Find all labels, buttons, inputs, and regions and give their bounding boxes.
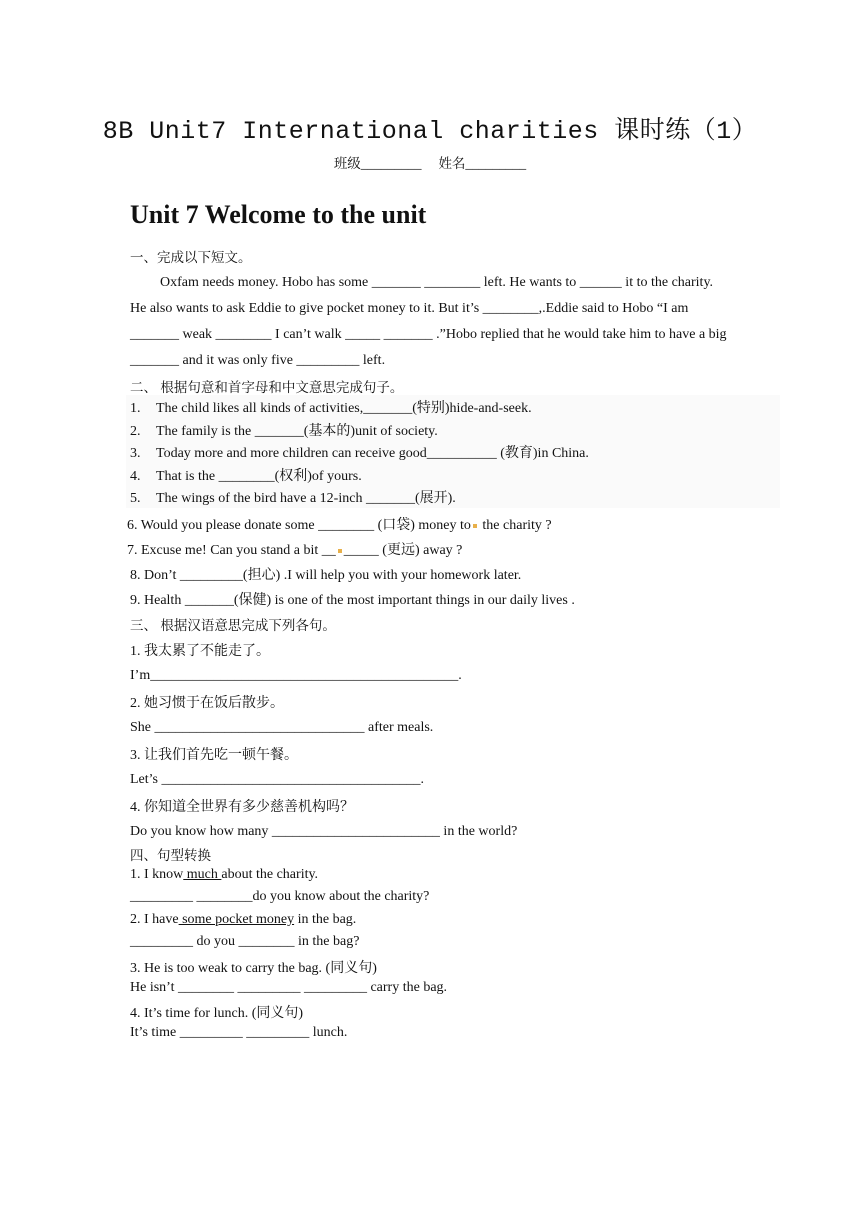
name-label: 姓名_________ bbox=[438, 156, 527, 171]
translation-cn: 4. 你知道全世界有多少慈善机构吗？ bbox=[130, 800, 354, 815]
list-item: 1. The child likes all kinds of activities,_______(特别)hide-and-seek. bbox=[130, 401, 532, 416]
section1-passage: Oxfam needs money. Hobo has some _______ ________ left. He wants to ______ it to the charity. He also wants to ask Eddie to give pocket money to it. But it’s ________,.Eddie said to Hobo “I am _______ weak ________ I can’t walk _____ _______ .”Hobo replied that he would take him to have a big _______ and it was only five _________ left. bbox=[130, 275, 727, 368]
transform-answer: _________ do you ________ in the bag? bbox=[130, 934, 360, 949]
transform-answer: It’s time _________ _________ lunch. bbox=[130, 1025, 348, 1040]
section3-title: 三、 根据汉语意思完成下列各句。 bbox=[130, 618, 336, 633]
transform-question: 2. I have some pocket money in the bag. bbox=[130, 912, 357, 927]
class-label: 班级_________ bbox=[333, 156, 422, 171]
translation-cn: 2. 她习惯于在饭后散步。 bbox=[130, 696, 284, 711]
translation-en: She ______________________________ after meals. bbox=[130, 720, 434, 735]
question-9: 9. Health _______(保健) is one of the most important things in our daily lives . bbox=[130, 593, 575, 608]
question-8: 8. Don’t _________(担心) .I will help you with your homework later. bbox=[130, 568, 522, 583]
list-item: 4. That is the ________(权利)of yours. bbox=[130, 468, 362, 484]
question-7: 7. Excuse me! Can you stand a bit __ _____ (更远) away ? bbox=[127, 543, 463, 558]
class-name-line bbox=[0, 152, 860, 172]
translation-cn: 3. 让我们首先吃一顿午餐。 bbox=[130, 748, 298, 763]
translation-en: Let’s _____________________________________. bbox=[130, 772, 424, 787]
marker-dot bbox=[473, 524, 477, 528]
section4-title: 四、句型转换 bbox=[130, 848, 211, 863]
marker-dot bbox=[338, 549, 342, 553]
transform-answer: _________ ________do you know about the charity? bbox=[130, 889, 430, 904]
list-item: 5. The wings of the bird have a 12-inch _______(展开). bbox=[130, 491, 456, 506]
list-item: 2. The family is the _______(基本的)unit of society. bbox=[130, 423, 438, 439]
transform-question: 4. It’s time for lunch. (同义句) bbox=[130, 1006, 304, 1021]
section2-list bbox=[130, 398, 589, 511]
page-title: 8B Unit7 International charities 课时练（1） bbox=[102, 117, 758, 146]
unit-heading: Unit 7 Welcome to the unit bbox=[130, 200, 427, 229]
transform-question: 1. I know much about the charity. bbox=[130, 867, 319, 882]
translation-en: Do you know how many ________________________ in the world? bbox=[130, 824, 518, 839]
translation-en: I’m____________________________________________. bbox=[130, 668, 462, 683]
translation-cn: 1. 我太累了不能走了。 bbox=[130, 644, 270, 659]
transform-question: 3. He is too weak to carry the bag. (同义句) bbox=[130, 961, 377, 976]
transform-answer: He isn’t ________ _________ _________ carry the bag. bbox=[130, 980, 448, 995]
question-6: 6. Would you please donate some ________ (口袋) money to the charity ? bbox=[127, 518, 552, 533]
section1-title: 一、完成以下短文。 bbox=[130, 250, 252, 265]
list-item: 3. Today more and more children can receive good__________ (教育)in China. bbox=[130, 446, 589, 461]
section2-title: 二、 根据句意和首字母和中文意思完成句子。 bbox=[130, 380, 404, 395]
